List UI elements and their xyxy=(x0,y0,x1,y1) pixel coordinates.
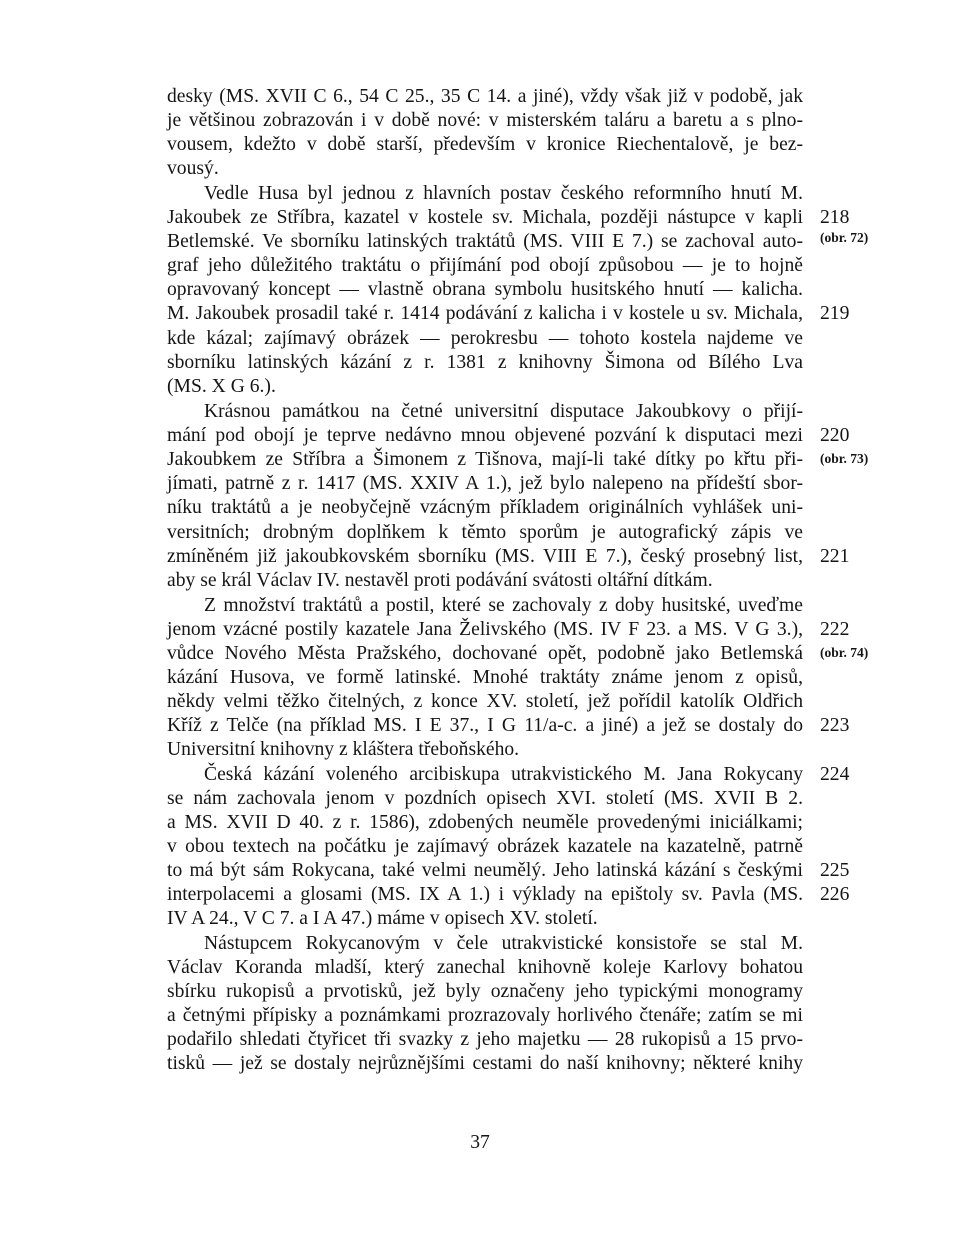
margin-number: 221 xyxy=(820,546,850,567)
figure-reference: (obr. 74) xyxy=(820,645,869,660)
text-line: Z množství traktátů a postil, které se zachovaly z doby husitské, uveďme xyxy=(204,595,803,616)
text-line: vůdce Nového Města Pražského, dochované opět, podobně jako Betlemská xyxy=(167,643,803,664)
text-line: jenom vzácné postily kazatele Jana Želivského (MS. IV F 23. a MS. V G 3.), xyxy=(167,619,803,640)
margin-number: 226 xyxy=(820,884,850,905)
text-line: sborníku latinských kázání z r. 1381 z knihovny Šimona od Bílého Lva xyxy=(167,352,803,373)
text-line: níku traktátů a je neobyčejně vzácným příkladem originálních vyhlášek uni- xyxy=(167,497,803,518)
text-line: sbírku rukopisů a prvotisků, jež byly označeny jeho typickými monogramy xyxy=(167,981,803,1002)
text-line: a četnými přípisky a poznámkami prozrazovaly horlivého čtenáře; zatím se mi xyxy=(167,1005,803,1026)
text-line: někdy velmi těžko čitelných, z konce XV. století, jež pořídil katolík Oldřich xyxy=(167,691,803,712)
margin-number: 220 xyxy=(820,425,850,446)
text-line: Nástupcem Rokycanovým v čele utrakvistické konsistoře se stal M. xyxy=(204,933,803,954)
text-line: interpolacemi a glosami (MS. IX A 1.) i výklady na epištoly sv. Pavla (MS. xyxy=(167,884,803,905)
text-line: Jakoubek ze Stříbra, kazatel v kostele sv. Michala, později nástupce v kapli xyxy=(167,207,803,228)
margin-number: 218 xyxy=(820,207,850,228)
figure-reference: (obr. 73) xyxy=(820,451,869,466)
text-line: (MS. X G 6.). xyxy=(167,376,276,397)
text-line: IV A 24., V C 7. a I A 47.) máme v opisech XV. století. xyxy=(167,908,598,929)
text-line: Vedle Husa byl jednou z hlavních postav českého reformního hnutí M. xyxy=(204,183,803,204)
text-line: mání pod obojí je teprve nedávno mnou objevené pozvání k disputaci mezi xyxy=(167,425,803,446)
text-line: Universitní knihovny z kláštera třeboňského. xyxy=(167,739,520,760)
margin-number: 223 xyxy=(820,715,850,736)
text-line: Václav Koranda mladší, který zanechal knihovně koleje Karlovy bohatou xyxy=(167,957,803,978)
text-line: desky (MS. XVII C 6., 54 C 25., 35 C 14. a jiné), vždy však již v podobě, jak xyxy=(167,86,803,107)
text-line: Kříž z Telče (na příklad MS. I E 37., I G 11/a-c. a jiné) a jež se dostaly do xyxy=(167,715,803,736)
figure-reference: (obr. 72) xyxy=(820,230,869,245)
text-line: zmíněném již jakoubkovském sborníku (MS. VIII E 7.), český prosebný list, xyxy=(167,546,803,567)
text-line: a MS. XVII D 40. z r. 1586), zdobených neuměle provedenými iniciálkami; xyxy=(167,812,803,833)
page-number: 37 xyxy=(470,1132,490,1153)
text-line: vousem, kdežto v době starší, především v kronice Riechentalově, je bez- xyxy=(167,134,803,155)
text-line: tisků — jež se dostaly nejrůznějšími cestami do naší knihovny; některé knihy xyxy=(167,1053,803,1074)
text-line: Krásnou památkou na četné universitní disputace Jakoubkovy o přijí- xyxy=(204,401,803,422)
margin-number: 219 xyxy=(820,303,850,324)
margin-number: 222 xyxy=(820,619,850,640)
margin-number: 224 xyxy=(820,764,850,785)
text-line: podařilo shledati čtyřicet tři svazky z jeho majetku — 28 rukopisů a 15 prvo- xyxy=(167,1029,803,1050)
text-line: M. Jakoubek prosadil také r. 1414 podávání z kalicha i v kostele u sv. Michala, xyxy=(167,303,803,324)
text-line: Česká kázání voleného arcibiskupa utrakvistického M. Jana Rokycany xyxy=(204,764,803,785)
text-line: Betlemské. Ve sborníku latinských traktátů (MS. VIII E 7.) se zachoval auto- xyxy=(167,231,803,252)
text-line: to má být sám Rokycana, také velmi neumělý. Jeho latinská kázání s českými xyxy=(167,860,803,881)
text-line: Jakoubkem ze Stříbra a Šimonem z Tišnova, mají-li také dítky po křtu při- xyxy=(167,449,803,470)
text-line: versitních; drobným doplňkem k těmto sporům je autografický zápis ve xyxy=(167,522,803,543)
text-line: vousý. xyxy=(167,158,219,179)
text-line: aby se král Václav IV. nestavěl proti podávání svátosti oltářní dítkám. xyxy=(167,570,713,591)
text-line: opravovaný koncept — vlastně obrana symbolu husitského hnutí — kalicha. xyxy=(167,279,803,300)
margin-number: 225 xyxy=(820,860,850,881)
text-line: kde kázal; zajímavý obrázek — perokresbu — tohoto kostela najdeme ve xyxy=(167,328,803,349)
text-line: je většinou zobrazován i v době nové: v misterském taláru a baretu a s plno- xyxy=(167,110,803,131)
text-line: jímati, patrně z r. 1417 (MS. XXIV A 1.), jež bylo nalepeno na přídeští sbor- xyxy=(167,473,803,494)
text-line: v obou textech na počátku je zajímavý obrázek kazatele na kazatelně, patrně xyxy=(167,836,803,857)
text-line: kázání Husova, ve formě latinské. Mnohé traktáty známe jenom z opisů, xyxy=(167,667,803,688)
text-line: se nám zachovala jenom v pozdních opisech XVI. století (MS. XVII B 2. xyxy=(167,788,803,809)
text-line: graf jeho důležitého traktátu o přijímání pod obojí způsobou — je to hojně xyxy=(167,255,803,276)
